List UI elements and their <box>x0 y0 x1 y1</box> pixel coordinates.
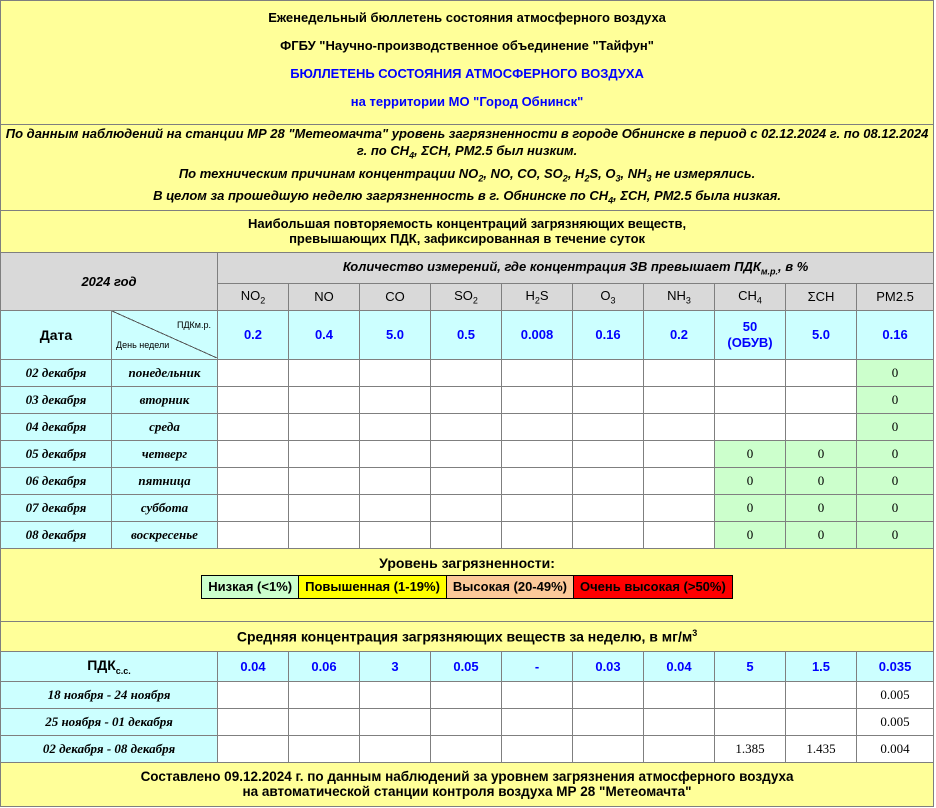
legend-item: Низкая (<1%) <box>202 576 299 598</box>
pdk-mr-value: 0.16 <box>573 310 644 359</box>
value-cell <box>289 708 360 735</box>
value-cell <box>644 386 715 413</box>
weekday-cell: понедельник <box>112 359 218 386</box>
value-cell <box>218 386 289 413</box>
value-cell <box>360 467 431 494</box>
pollutant-header: $O_3$ <box>573 283 644 310</box>
table-row <box>1 386 934 413</box>
value-cell <box>502 386 573 413</box>
value-cell <box>644 735 715 762</box>
pdk-ss-value: 0.04 <box>218 651 289 681</box>
value-cell <box>218 467 289 494</box>
legend-item: Повышенная (1-19%) <box>299 576 447 598</box>
value-cell <box>786 413 857 440</box>
date-cell: 07 декабря <box>1 494 112 521</box>
pdk-ss-value: 0.03 <box>573 651 644 681</box>
value-cell <box>786 681 857 708</box>
value-cell <box>218 359 289 386</box>
table-row <box>1 359 934 386</box>
pdk-ss-value: 1.5 <box>786 651 857 681</box>
value-cell <box>715 386 786 413</box>
value-cell <box>644 359 715 386</box>
value-cell: 1.435 <box>786 735 857 762</box>
value-cell: 0 <box>857 494 934 521</box>
table-row <box>1 494 934 521</box>
value-cell <box>431 708 502 735</box>
legend-section <box>1 548 934 621</box>
pollutant-header: $NO_2$ <box>218 283 289 310</box>
weekday-cell: воскресенье <box>112 521 218 548</box>
value-cell <box>502 359 573 386</box>
value-cell <box>289 681 360 708</box>
value-cell: 0 <box>857 467 934 494</box>
footer-note: Составлено 09.12.2024 г. по данным наблюдений за уровнем загрязнения атмосферного воздуха на автоматической станции контроля воздуха МР 28 "Метеомачта" <box>1 762 934 806</box>
territory-name: на территории МО "Город Обнинск" <box>350 93 584 109</box>
pollutant-header: PM2.5 <box>857 283 934 310</box>
measurement-header: Количество измерений, где концентрация ЗВ превышает $ПДК_{м.р.}$, в % <box>218 252 934 283</box>
value-cell <box>289 521 360 548</box>
summary-text <box>1 125 934 211</box>
pollutant-header: ΣCH <box>786 283 857 310</box>
pdk-mr-value: 0.5 <box>431 310 502 359</box>
value-cell <box>573 494 644 521</box>
weekday-cell: суббота <box>112 494 218 521</box>
value-cell <box>502 413 573 440</box>
value-cell <box>289 440 360 467</box>
value-cell <box>218 708 289 735</box>
value-cell <box>431 440 502 467</box>
value-cell <box>573 413 644 440</box>
value-cell <box>573 440 644 467</box>
pdk-ss-value: - <box>502 651 573 681</box>
value-cell: 0 <box>715 467 786 494</box>
date-cell: 06 декабря <box>1 467 112 494</box>
bulletin-title: Еженедельный бюллетень состояния атмосферного воздуха <box>268 9 666 25</box>
value-cell <box>502 681 573 708</box>
year-label: 2024 год <box>1 252 218 310</box>
pdk-ss-value: 0.06 <box>289 651 360 681</box>
value-cell <box>715 413 786 440</box>
pdk-ss-value: 5 <box>715 651 786 681</box>
period-cell: 18 ноября - 24 ноября <box>1 681 218 708</box>
value-cell <box>573 386 644 413</box>
value-cell: 0 <box>857 521 934 548</box>
value-cell <box>644 681 715 708</box>
value-cell <box>431 681 502 708</box>
value-cell <box>218 440 289 467</box>
value-cell: 0 <box>857 413 934 440</box>
value-cell <box>360 521 431 548</box>
value-cell <box>431 735 502 762</box>
value-cell: 0 <box>786 494 857 521</box>
value-cell: 0 <box>857 440 934 467</box>
value-cell <box>644 708 715 735</box>
legend-title: Уровень загрязненности: <box>379 554 555 571</box>
value-cell <box>502 440 573 467</box>
value-cell <box>786 708 857 735</box>
summary-paragraph-2: По техническим причинам концентрации $NO_2$, NO, CO, $SO_2$, $H_2S$, $O_3$, $NH_3$ не измерялись. <box>178 165 756 184</box>
table-row <box>1 440 934 467</box>
value-cell <box>502 467 573 494</box>
value-cell: 0.005 <box>857 681 934 708</box>
date-header: Дата <box>1 310 112 359</box>
value-cell <box>360 708 431 735</box>
pdk-ss-value: 0.035 <box>857 651 934 681</box>
value-cell <box>786 386 857 413</box>
pollutant-header: $CH_4$ <box>715 283 786 310</box>
value-cell <box>502 521 573 548</box>
value-cell <box>289 359 360 386</box>
pollutant-header: CO <box>360 283 431 310</box>
value-cell: 0 <box>715 521 786 548</box>
value-cell <box>360 413 431 440</box>
value-cell: 0 <box>715 494 786 521</box>
pdk-mr-value: 0.16 <box>857 310 934 359</box>
value-cell: 0 <box>857 386 934 413</box>
pdk-mr-value: 50 (ОБУВ) <box>715 310 786 359</box>
legend-item: Высокая (20-49%) <box>447 576 574 598</box>
pdk-mr-value: 0.008 <box>502 310 573 359</box>
value-cell <box>218 494 289 521</box>
value-cell <box>360 494 431 521</box>
value-cell <box>715 359 786 386</box>
value-cell: 0 <box>786 440 857 467</box>
pdk-ss-label: $ПДК_{с.с.}$ <box>1 651 218 681</box>
pollutant-header: $H_2S$ <box>502 283 573 310</box>
section-title-exceedance: Наибольшая повторяемость концентраций загрязняющих веществ, превышающих ПДК, зафиксированная в течение суток <box>1 210 934 252</box>
value-cell <box>360 359 431 386</box>
date-cell: 03 декабря <box>1 386 112 413</box>
value-cell: 0.004 <box>857 735 934 762</box>
value-cell <box>360 681 431 708</box>
value-cell <box>360 440 431 467</box>
table-row <box>1 413 934 440</box>
date-cell: 04 декабря <box>1 413 112 440</box>
bulletin-heading: БЮЛЛЕТЕНЬ СОСТОЯНИЯ АТМОСФЕРНОГО ВОЗДУХА <box>290 65 644 81</box>
table-row <box>1 708 934 735</box>
value-cell <box>573 681 644 708</box>
value-cell <box>502 494 573 521</box>
value-cell <box>289 467 360 494</box>
table-row <box>1 521 934 548</box>
value-cell <box>431 467 502 494</box>
section-title-average: Средняя концентрация загрязняющих веществ за неделю, в $мг/м^3$ <box>1 621 934 651</box>
value-cell <box>644 494 715 521</box>
value-cell <box>289 494 360 521</box>
summary-paragraph-1: По данным наблюдений на станции МР 28 "Метеомачта" уровень загрязненности в городе Обнинске в период с 02.12.2024 г. по 08.12.2024 г. по $CH_4$, ΣCH, PM2.5 был низким. <box>5 126 929 161</box>
value-cell <box>289 386 360 413</box>
value-cell: 0 <box>857 359 934 386</box>
pollutant-header: $NH_3$ <box>644 283 715 310</box>
date-cell: 02 декабря <box>1 359 112 386</box>
pdk-mr-value: 5.0 <box>786 310 857 359</box>
value-cell <box>431 359 502 386</box>
value-cell <box>431 386 502 413</box>
value-cell <box>502 708 573 735</box>
value-cell <box>218 413 289 440</box>
pdk-mr-value: 0.2 <box>218 310 289 359</box>
value-cell <box>218 521 289 548</box>
weekday-cell: пятница <box>112 467 218 494</box>
value-cell: 1.385 <box>715 735 786 762</box>
value-cell <box>715 681 786 708</box>
value-cell <box>573 735 644 762</box>
value-cell: 0 <box>786 521 857 548</box>
pdk-mr-value: 0.4 <box>289 310 360 359</box>
value-cell <box>502 735 573 762</box>
value-cell <box>644 413 715 440</box>
table-row <box>1 681 934 708</box>
bulletin-header <box>1 1 934 125</box>
value-cell <box>218 681 289 708</box>
weekday-cell: четверг <box>112 440 218 467</box>
pdk-mr-value: 0.2 <box>644 310 715 359</box>
organization-name: ФГБУ "Научно-производственное объединение "Тайфун" <box>280 37 654 53</box>
pdk-ss-value: 0.05 <box>431 651 502 681</box>
value-cell <box>573 467 644 494</box>
value-cell <box>644 467 715 494</box>
legend-item: Очень высокая (>50%) <box>574 576 732 598</box>
legend <box>201 575 733 599</box>
summary-paragraph-3: В целом за прошедшую неделю загрязненность в г. Обнинске по $CH_4$, ΣCH, PM2.5 была низкая. <box>153 188 781 206</box>
date-cell: 05 декабря <box>1 440 112 467</box>
value-cell <box>573 708 644 735</box>
date-cell: 08 декабря <box>1 521 112 548</box>
weekday-cell: вторник <box>112 386 218 413</box>
value-cell <box>289 735 360 762</box>
value-cell <box>431 521 502 548</box>
table-row <box>1 467 934 494</box>
pdk-mr-value: 5.0 <box>360 310 431 359</box>
value-cell <box>431 413 502 440</box>
table-row <box>1 735 934 762</box>
value-cell <box>218 735 289 762</box>
period-cell: 25 ноября - 01 декабря <box>1 708 218 735</box>
value-cell: 0 <box>786 467 857 494</box>
pollutant-header: $SO_2$ <box>431 283 502 310</box>
value-cell <box>644 521 715 548</box>
weekday-cell: среда <box>112 413 218 440</box>
pollutant-header: NO <box>289 283 360 310</box>
value-cell: 0.005 <box>857 708 934 735</box>
pdk-ss-value: 3 <box>360 651 431 681</box>
diagonal-header: ПДКм.р. День недели <box>112 310 218 359</box>
value-cell <box>360 386 431 413</box>
period-cell: 02 декабря - 08 декабря <box>1 735 218 762</box>
value-cell <box>431 494 502 521</box>
value-cell <box>786 359 857 386</box>
pdk-ss-value: 0.04 <box>644 651 715 681</box>
value-cell: 0 <box>715 440 786 467</box>
value-cell <box>573 359 644 386</box>
value-cell <box>715 708 786 735</box>
value-cell <box>644 440 715 467</box>
value-cell <box>573 521 644 548</box>
value-cell <box>289 413 360 440</box>
value-cell <box>360 735 431 762</box>
